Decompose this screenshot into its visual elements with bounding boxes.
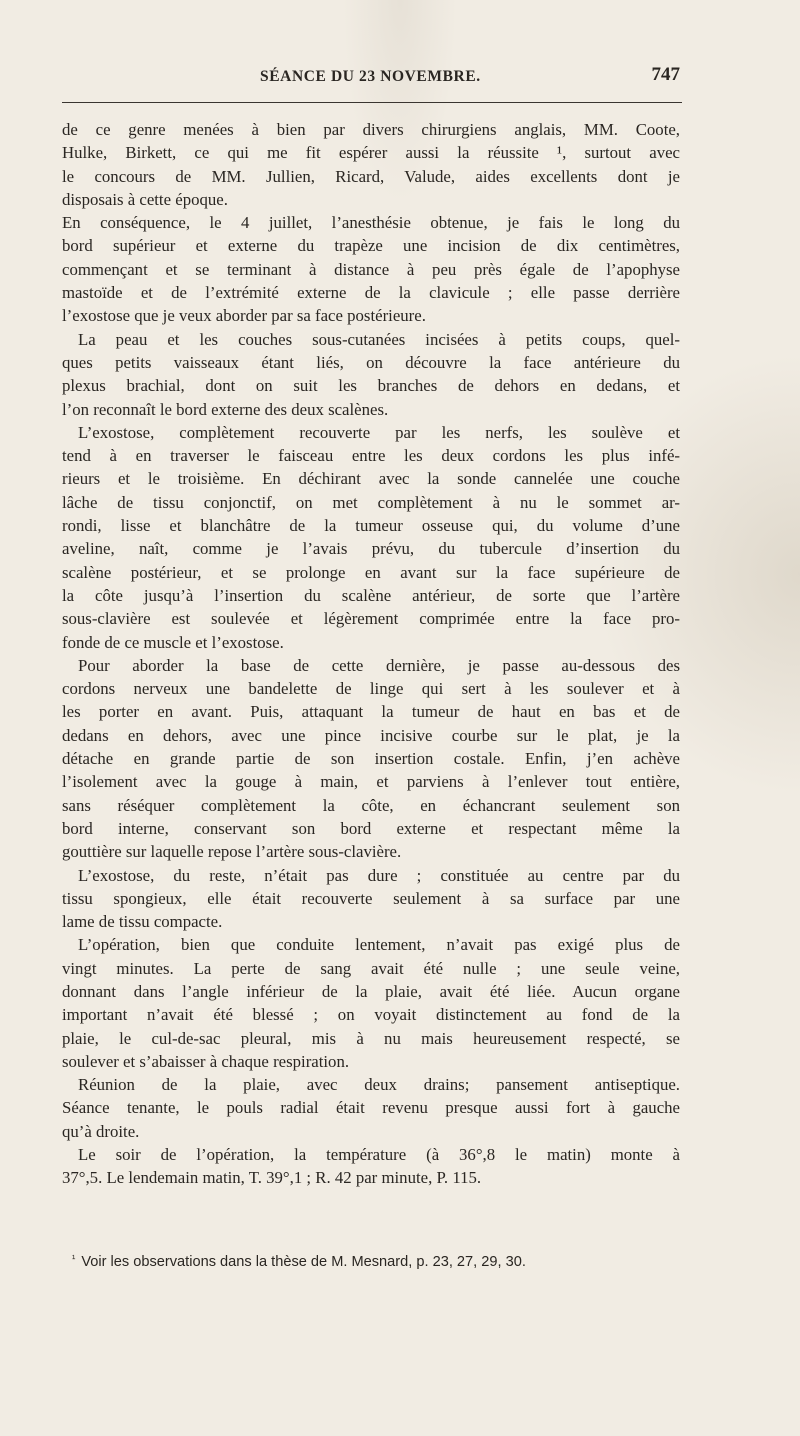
text-line: L’opération, bien que conduite lentement, n’avait pas exigé plus de [78, 935, 680, 955]
text-line: rieurs et le troisième. En déchirant avec la sonde cannelée une couche [62, 469, 680, 489]
text-line: tissu spongieux, elle était recouverte seulement à sa surface par une [62, 888, 680, 908]
text-line: Réunion de la plaie, avec deux drains; pansement antiseptique. [78, 1075, 680, 1095]
text-line: bord interne, conservant son bord externe et respectant même la [62, 818, 680, 838]
text-line: plexus brachial, dont on suit les branches de dehors en dedans, et [62, 376, 680, 396]
text-line: Hulke, Birkett, ce qui me fit espérer aussi la réussite ¹, surtout avec [62, 143, 680, 163]
text-line: En conséquence, le 4 juillet, l’anesthésie obtenue, je fais le long du [62, 213, 680, 233]
text-line: sous-clavière est soulevée et légèrement comprimée entre la face pro- [62, 609, 680, 629]
text-line: ques petits vaisseaux étant liés, on découvre la face antérieure du [62, 352, 680, 372]
text-line: détache en grande partie de son insertion costale. Enfin, j’en achève [62, 749, 680, 769]
text-line: Le soir de l’opération, la température (à 36°,8 le matin) monte à [78, 1145, 680, 1165]
text-line: tend à en traverser le faisceau entre les deux cordons les plus infé- [62, 446, 680, 466]
text-line: lâche de tissu conjonctif, on met complètement à nu le sommet ar- [62, 492, 680, 512]
text-line: les porter en avant. Puis, attaquant la tumeur de haut en bas et de [62, 702, 680, 722]
text-line: lame de tissu compacte. [62, 912, 223, 932]
text-line: cordons nerveux une bandelette de linge qui sert à les soulever et à [62, 679, 680, 699]
text-line: rondi, lisse et blanchâtre de la tumeur osseuse qui, du volume d’une [62, 516, 680, 536]
text-line: la côte jusqu’à l’insertion du scalène antérieur, de sorte que l’artère [62, 585, 680, 605]
header-rule [62, 102, 682, 103]
text-line: donnant dans l’angle inférieur de la plaie, avait été liée. Aucun organe [62, 981, 680, 1001]
text-line: l’exostose que je veux aborder par sa face postérieure. [62, 306, 426, 326]
footnote-text: Voir les observations dans la thèse de M. Mesnard, p. 23, 27, 29, 30. [81, 1254, 526, 1270]
text-line: sans réséquer complètement la côte, en échancrant seulement son [62, 795, 680, 815]
page-number: 747 [651, 64, 680, 85]
text-line: l’isolement avec la gouge à main, et parviens à l’enlever tout entière, [62, 772, 680, 792]
text-line: fonde de ce muscle et l’exostose. [62, 632, 284, 652]
text-line: Pour aborder la base de cette dernière, je passe au-dessous des [78, 655, 680, 675]
running-header [62, 62, 680, 92]
text-line: soulever et s’abaisser à chaque respiration. [62, 1051, 350, 1071]
footnote [62, 1252, 690, 1272]
text-line: important n’avait été blessé ; on voyait distinctement au fond de la [62, 1005, 680, 1025]
text-line: La peau et les couches sous-cutanées incisées à petits coups, quel- [78, 329, 680, 349]
text-line: L’exostose, du reste, n’était pas dure ; constituée au centre par du [78, 865, 680, 885]
text-line: plaie, le cul-de-sac pleural, mis à nu mais heureusement respecté, se [62, 1028, 680, 1048]
text-line: mastoïde et de l’extrémité externe de la clavicule ; elle passe derrière [62, 283, 680, 303]
text-line: bord supérieur et externe du trapèze une incision de dix centimètres, [62, 236, 680, 256]
text-line: aveline, naît, comme je l’avais prévu, du tubercule d’insertion du [62, 539, 680, 559]
text-line: 37°,5. Le lendemain matin, T. 39°,1 ; R. 42 par minute, P. 115. [62, 1168, 482, 1188]
text-line: l’on reconnaît le bord externe des deux scalènes. [62, 399, 389, 419]
text-line: de ce genre menées à bien par divers chirurgiens anglais, MM. Coote, [62, 120, 680, 139]
text-line: qu’à droite. [62, 1121, 140, 1141]
text-line: disposais à cette époque. [62, 189, 228, 209]
text-line: dedans en dehors, avec une pince incisive courbe sur le plat, je la [62, 725, 680, 745]
text-line: gouttière sur laquelle repose l’artère sous-clavière. [62, 842, 402, 862]
text-line: scalène postérieur, et se prolonge en avant sur la face supérieure de [62, 562, 680, 582]
text-line: le concours de MM. Jullien, Ricard, Valude, aides excellents dont je [62, 166, 680, 186]
footnote-marker: ¹ [72, 1254, 76, 1265]
text-line: Séance tenante, le pouls radial était revenu presque aussi fort à gauche [62, 1098, 680, 1118]
text-line: commençant et se terminant à distance à peu près égale de l’apophyse [62, 259, 680, 279]
body-text [62, 118, 680, 1190]
text-line: L’exostose, complètement recouverte par les nerfs, les soulève et [78, 422, 680, 442]
text-line: vingt minutes. La perte de sang avait été nulle ; une seule veine, [62, 958, 680, 978]
running-title: SÉANCE DU 23 NOVEMBRE. [260, 68, 481, 85]
